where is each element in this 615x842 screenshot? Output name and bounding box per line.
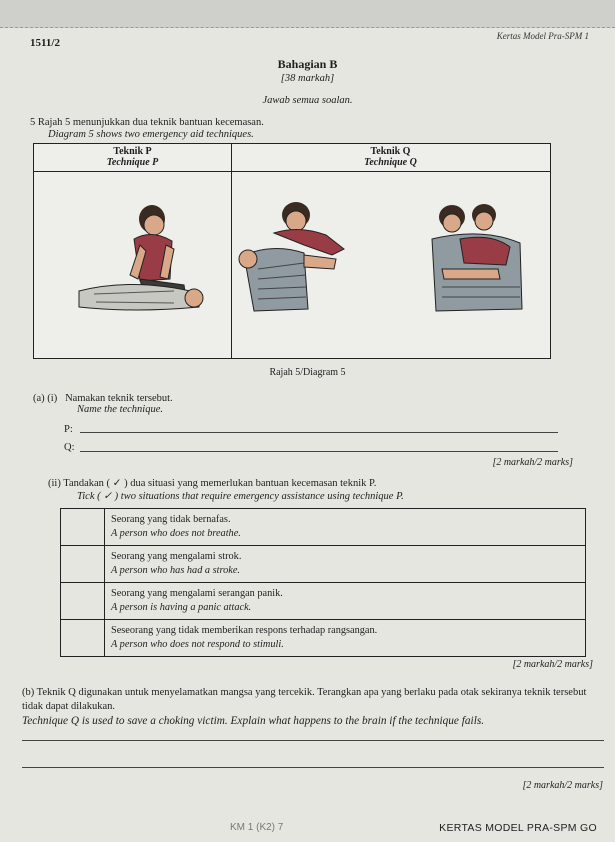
option-text bbox=[105, 620, 586, 657]
question-intro-ms: 5 Rajah 5 menunjukkan dua teknik bantuan kecemasan. bbox=[30, 117, 264, 128]
option-en: A person who does not breathe. bbox=[111, 528, 241, 539]
question-b-prompt-ms: (b) Teknik Q digunakan untuk menyelamatkan mangsa yang tercekik. Terangkan apa yang berlaku pada otak sekiranya teknik tersebut tidak dapat dilakukan. bbox=[22, 687, 587, 712]
question-a-ii-prompt-ms: (ii) Tandakan ( ✓ ) dua situasi yang memerlukan bantuan kecemasan teknik P. bbox=[48, 478, 377, 489]
answer-b-line-1[interactable] bbox=[22, 740, 604, 741]
tick-box[interactable] bbox=[61, 620, 105, 657]
question-a-ii-prompt-en: Tick ( ✓ ) two situations that require emergency assistance using technique P. bbox=[77, 491, 404, 502]
technique-q-label bbox=[231, 146, 550, 168]
diagram-box bbox=[33, 143, 551, 359]
answer-p-line[interactable] bbox=[80, 432, 558, 433]
paper-series: Kertas Model Pra-SPM 1 bbox=[496, 31, 589, 41]
option-en: A person who has had a stroke. bbox=[111, 565, 240, 576]
diagram-column-divider bbox=[231, 144, 232, 358]
technique-p-ms: Teknik P bbox=[113, 146, 152, 157]
option-en: A person who does not respond to stimuli. bbox=[111, 639, 284, 650]
tick-box[interactable] bbox=[61, 546, 105, 583]
answer-q-line[interactable] bbox=[80, 451, 558, 452]
tick-box[interactable] bbox=[61, 583, 105, 620]
question-b-prompt-en: Technique Q is used to save a choking victim. Explain what happens to the brain if the technique fails. bbox=[22, 715, 485, 727]
heimlich-illustration-front bbox=[234, 199, 364, 324]
diagram-caption: Rajah 5/Diagram 5 bbox=[269, 367, 346, 378]
answer-p-label: P: bbox=[64, 424, 73, 435]
option-row bbox=[61, 620, 586, 657]
tick-box[interactable] bbox=[61, 509, 105, 546]
question-intro-en: Diagram 5 shows two emergency aid techniques. bbox=[48, 129, 254, 140]
top-paper-strip bbox=[0, 0, 615, 28]
situation-options-table bbox=[60, 508, 586, 657]
option-text bbox=[105, 546, 586, 583]
technique-q-en: Technique Q bbox=[364, 157, 417, 168]
question-a-i-number: (a) (i) bbox=[33, 393, 58, 404]
heimlich-illustration-back bbox=[402, 199, 542, 329]
question-a-i-prompt-ms: Namakan teknik tersebut. bbox=[65, 393, 173, 404]
page-number: KM 1 (K2) 7 bbox=[230, 822, 284, 833]
section-instruction: Jawab semua soalan. bbox=[262, 95, 353, 106]
option-text bbox=[105, 509, 586, 546]
option-text bbox=[105, 583, 586, 620]
cpr-illustration bbox=[74, 199, 224, 329]
option-row bbox=[61, 509, 586, 546]
option-row bbox=[61, 583, 586, 620]
technique-p-en: Technique P bbox=[106, 157, 159, 168]
option-ms: Seorang yang tidak bernafas. bbox=[111, 514, 231, 525]
section-marks: [38 markah] bbox=[280, 73, 335, 84]
section-title: Bahagian B bbox=[277, 57, 338, 71]
answer-q-label: Q: bbox=[64, 442, 75, 453]
option-row bbox=[61, 546, 586, 583]
footer-brand: KERTAS MODEL PRA-SPM GO bbox=[439, 822, 597, 834]
option-ms: Seorang yang mengalami strok. bbox=[111, 551, 242, 562]
technique-p-label bbox=[34, 146, 231, 168]
question-a-i-marks: [2 markah/2 marks] bbox=[492, 457, 573, 468]
option-ms: Seseorang yang tidak memberikan respons terhadap rangsangan. bbox=[111, 625, 378, 636]
question-b-marks: [2 markah/2 marks] bbox=[522, 780, 603, 791]
paper-code: 1511/2 bbox=[30, 37, 60, 49]
question-a-i-prompt-en: Name the technique. bbox=[77, 404, 164, 415]
question-a-ii-marks: [2 markah/2 marks] bbox=[512, 659, 593, 670]
answer-b-line-2[interactable] bbox=[22, 767, 604, 768]
technique-q-ms: Teknik Q bbox=[370, 146, 411, 157]
question-a-i bbox=[33, 393, 173, 404]
option-ms: Seorang yang mengalami serangan panik. bbox=[111, 588, 283, 599]
option-en: A person is having a panic attack. bbox=[111, 602, 252, 613]
